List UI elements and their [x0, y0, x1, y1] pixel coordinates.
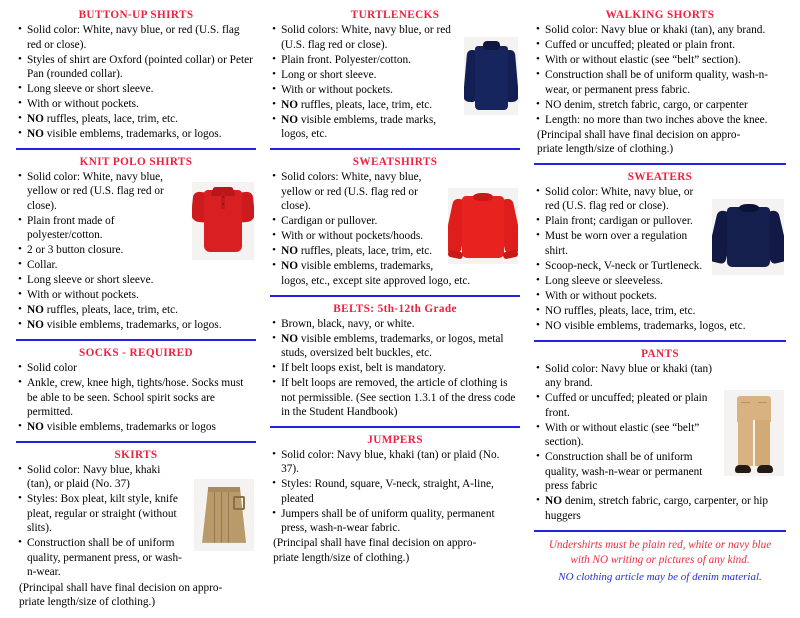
- list-item-text: Solid color: Navy blue or khaki (tan) any brand.: [545, 362, 712, 390]
- walking-shorts-note-line1: (Principal shall have final decision on appro-: [537, 128, 741, 141]
- section-divider: [534, 340, 786, 342]
- list-item-text: Styles: Round, square, V-neck, straight, A-line, pleated: [281, 478, 494, 505]
- list-item: [16, 361, 256, 376]
- list-item-text: NO ruffles, pleats, lace, trim, etc.: [545, 304, 696, 317]
- section-divider: [270, 148, 520, 150]
- bullet-list-sweaters: [534, 185, 786, 334]
- list-item: [16, 112, 256, 127]
- list-item-text: Must be worn over a regulation shirt.: [545, 230, 688, 257]
- list-item-text: NO ruffles, pleats, lace, trim, etc.: [27, 113, 178, 126]
- list-item-text: With or without pockets.: [281, 83, 393, 96]
- list-item-text: Construction shall be of uniform quality, permanent press, or wash-n-wear.: [27, 537, 182, 579]
- list-item: [534, 450, 786, 494]
- list-item-text: Solid color: White, navy blue, or red (U.S. flag red or close).: [545, 185, 694, 213]
- column-right: [528, 8, 794, 584]
- list-item-text: Scoop-neck, V-neck or Turtleneck.: [545, 259, 703, 272]
- list-item: [270, 23, 520, 52]
- list-item: [534, 229, 786, 258]
- section-socks-required: [16, 346, 256, 435]
- list-item: [16, 303, 256, 318]
- list-item: [270, 376, 520, 420]
- list-item: [16, 82, 256, 97]
- list-item-text: With or without pockets.: [27, 289, 139, 302]
- list-item: [534, 274, 786, 289]
- footer-line-3: NO clothing article may be of denim material.: [558, 570, 762, 583]
- list-item-text: NO denim, stretch fabric, cargo, carpenter, or hip huggers: [545, 495, 769, 522]
- list-item-text: With or without elastic (see “belt” section).: [545, 421, 700, 449]
- list-item: [16, 53, 256, 82]
- list-item: [16, 214, 256, 243]
- section-divider: [16, 148, 256, 150]
- list-item-text: Cuffed or uncuffed; pleated or plain front.: [545, 39, 736, 52]
- list-item-text: NO visible emblems, trademarks, logos, etc.: [545, 319, 746, 332]
- list-item: [16, 420, 256, 435]
- list-item-text: Collar.: [27, 259, 58, 272]
- bullet-list-walking-shorts: [534, 23, 786, 127]
- list-item: [270, 68, 520, 83]
- list-item: [16, 273, 256, 288]
- list-item: [16, 170, 256, 214]
- list-item-text: NO ruffles, pleats, lace, trim, etc.: [281, 98, 433, 111]
- skirts-note-line1: (Principal shall have final decision on appro-: [19, 581, 223, 594]
- list-item-text: Brown, black, navy, or white.: [281, 317, 415, 330]
- list-item-text: Construction shall be of uniform quality, wash-n-wear or permanent press fabric: [545, 451, 703, 493]
- section-divider: [270, 295, 520, 297]
- section-divider: [16, 339, 256, 341]
- list-item: [16, 318, 256, 333]
- list-item: [16, 463, 256, 492]
- list-item-text: Plain front. Polyester/cotton.: [281, 53, 411, 66]
- list-item-text: 2 or 3 button closure.: [27, 244, 124, 257]
- bullet-list-socks-required: [16, 361, 256, 435]
- list-item-text: NO visible emblems, trade marks, logos, etc.: [281, 113, 437, 141]
- bullet-list-jumpers: [270, 448, 520, 536]
- list-item: [270, 317, 520, 332]
- list-item: [270, 83, 520, 98]
- section-divider: [16, 441, 256, 443]
- list-item: [534, 421, 786, 450]
- skirts-note-line2: priate length/size of clothing.): [19, 596, 156, 609]
- list-item: [270, 170, 520, 214]
- list-item-text: Cardigan or pullover.: [281, 215, 378, 228]
- list-item-text: NO denim, stretch fabric, cargo, or carpenter: [545, 98, 748, 111]
- three-column-layout: [6, 8, 794, 610]
- footer-note: [534, 538, 786, 584]
- list-item: [534, 68, 786, 97]
- bullet-list-sweatshirts: [270, 170, 520, 288]
- list-item: [534, 98, 786, 113]
- jumpers-note-line2: priate length/size of clothing.): [273, 551, 410, 564]
- heading-turtlenecks: TURTLENECKS: [350, 9, 440, 21]
- section-turtlenecks: [270, 8, 520, 142]
- list-item: [534, 391, 786, 420]
- bullet-list-pants: [534, 362, 786, 524]
- list-item: [16, 536, 256, 580]
- list-item-text: Styles: Box pleat, kilt style, knife pleat, regular or straight (without slits).: [27, 493, 178, 535]
- list-item-text: With or without pockets/hoods.: [281, 230, 424, 243]
- list-item-text: Solid colors: White, navy blue, or red (U.S. flag red or close).: [281, 24, 451, 51]
- list-item-text: Solid color: White, navy blue, or red (U.S. flag red or close).: [27, 24, 240, 51]
- list-item: [534, 38, 786, 53]
- list-item-text: With or without elastic (see “belt” section).: [545, 54, 741, 67]
- list-item-text: Solid color: Navy blue or khaki (tan), any brand.: [545, 24, 766, 36]
- list-item-text: Solid color: [27, 362, 77, 375]
- section-divider: [534, 163, 786, 165]
- list-item: [270, 259, 520, 288]
- list-item-text: With or without pockets.: [545, 289, 657, 302]
- list-item-text: Long sleeve or short sleeve.: [27, 83, 154, 96]
- bullet-list-turtlenecks: [270, 23, 520, 142]
- list-item-text: Long sleeve or sleeveless.: [545, 274, 663, 287]
- footer-divider: [534, 530, 786, 532]
- list-item-text: With or without pockets.: [27, 98, 139, 111]
- heading-walking-shorts: WALKING SHORTS: [605, 9, 715, 21]
- section-knit-polo-shirts: [16, 155, 256, 334]
- list-item-text: Plain front; cardigan or pullover.: [545, 215, 693, 228]
- list-item-text: Cuffed or uncuffed; pleated or plain front.: [545, 392, 708, 419]
- list-item: [534, 494, 786, 523]
- list-item: [16, 258, 256, 273]
- list-item-text: Plain front made of polyester/cotton.: [27, 214, 115, 242]
- list-item-text: Solid color: Navy blue, khaki (tan), or plaid (No. 37): [27, 463, 161, 491]
- bullet-list-button-up-shirts: [16, 23, 256, 142]
- list-item: [534, 319, 786, 334]
- list-item: [16, 376, 256, 420]
- section-jumpers: [270, 433, 520, 566]
- bullet-list-belts: [270, 317, 520, 420]
- list-item: [270, 214, 520, 229]
- list-item-text: Solid color: Navy blue, khaki (tan) or plaid (No. 37).: [281, 448, 500, 476]
- list-item-text: NO visible emblems, trademarks, or logos, metal studs, oversized belt buckles, etc.: [281, 332, 504, 360]
- list-item: [16, 492, 256, 536]
- list-item: [534, 113, 786, 128]
- heading-jumpers: JUMPERS: [367, 433, 423, 446]
- list-item-text: If belt loops exist, belt is mandatory.: [281, 362, 446, 375]
- list-item-text: Long sleeve or short sleeve.: [27, 274, 154, 287]
- list-item: [16, 97, 256, 112]
- list-item: [270, 507, 520, 536]
- bullet-list-knit-polo-shirts: [16, 170, 256, 333]
- list-item-text: NO visible emblems, trademarks or logos: [27, 421, 216, 434]
- column-left: [6, 8, 262, 610]
- list-item-text: Ankle, crew, knee high, tights/hose. Socks must be able to be seen. School spirit socks are permitted.: [27, 377, 244, 419]
- section-pants: [534, 347, 786, 524]
- list-item: [534, 53, 786, 68]
- list-item: [16, 243, 256, 258]
- list-item-text: NO ruffles, pleats, lace, trim, etc.: [27, 304, 178, 317]
- list-item: [534, 185, 786, 214]
- list-item: [534, 23, 786, 38]
- list-item: [270, 332, 520, 361]
- list-item-text: Construction shall be of uniform quality, wash-n-wear, or permanent press fabric.: [545, 69, 769, 96]
- list-item: [534, 289, 786, 304]
- list-item: [270, 361, 520, 376]
- list-item-text: Jumpers shall be of uniform quality, permanent press, wash-n-wear fabric.: [281, 507, 495, 535]
- heading-sweaters: SWEATERS: [627, 170, 693, 183]
- section-belts: [270, 302, 520, 420]
- list-item-text: NO visible emblems, trademarks, logos, etc., except site approved logo, etc.: [281, 260, 471, 287]
- heading-socks-required: SOCKS - REQUIRED: [79, 347, 193, 360]
- list-item: [16, 23, 256, 52]
- list-item: [270, 477, 520, 506]
- heading-sweatshirts: SWEATSHIRTS: [352, 156, 438, 169]
- list-item: [534, 214, 786, 229]
- list-item: [534, 304, 786, 319]
- list-item: [270, 53, 520, 68]
- section-sweatshirts: [270, 155, 520, 289]
- section-sweaters: [534, 170, 786, 334]
- list-item: [270, 448, 520, 477]
- heading-knit-polo-shirts: KNIT POLO SHIRTS: [79, 155, 193, 168]
- column-middle: [262, 8, 528, 565]
- walking-shorts-note-line2: priate length/size of clothing.): [537, 143, 674, 156]
- heading-skirts: SKIRTS: [114, 448, 158, 461]
- list-item: [270, 229, 520, 244]
- heading-button-up-shirts: BUTTON-UP SHIRTS: [78, 9, 194, 21]
- list-item-text: NO ruffles, pleats, lace, trim, etc.: [281, 245, 433, 258]
- footer-line-2: with NO writing or pictures of any kind.: [570, 553, 750, 566]
- list-item: [534, 259, 786, 274]
- list-item-text: NO visible emblems, trademarks, or logos.: [27, 319, 222, 332]
- section-divider: [270, 426, 520, 428]
- section-skirts: [16, 448, 256, 610]
- heading-belts: BELTS: 5th-12th Grade: [333, 302, 457, 315]
- list-item: [16, 127, 256, 142]
- section-walking-shorts: [534, 8, 786, 157]
- list-item-text: Styles of shirt are Oxford (pointed collar) or Peter Pan (rounded collar).: [27, 53, 253, 81]
- bullet-list-skirts: [16, 463, 256, 580]
- list-item: [270, 113, 520, 142]
- section-button-up-shirts: [16, 8, 256, 142]
- list-item-text: Solid colors: White, navy blue, yellow or red (U.S. flag red or close).: [281, 171, 422, 213]
- list-item-text: Solid color: White, navy blue, yellow or red (U.S. flag red or close).: [27, 170, 164, 212]
- footer-line-1: Undershirts must be plain red, white or navy blue: [548, 538, 772, 551]
- list-item-text: Length: no more than two inches above the knee.: [545, 113, 768, 126]
- list-item-text: If belt loops are removed, the article of clothing is not permissible. (See section 1.3.1 of the dress code in the Student Handbook): [281, 377, 516, 419]
- list-item: [270, 98, 520, 113]
- jumpers-note-line1: (Principal shall have final decision on appro-: [273, 537, 477, 550]
- list-item-text: NO visible emblems, trademarks, or logos.: [27, 128, 222, 141]
- list-item: [534, 362, 786, 391]
- list-item-text: Long or short sleeve.: [281, 68, 377, 81]
- heading-pants: PANTS: [641, 347, 679, 360]
- list-item: [270, 244, 520, 259]
- list-item: [16, 288, 256, 303]
